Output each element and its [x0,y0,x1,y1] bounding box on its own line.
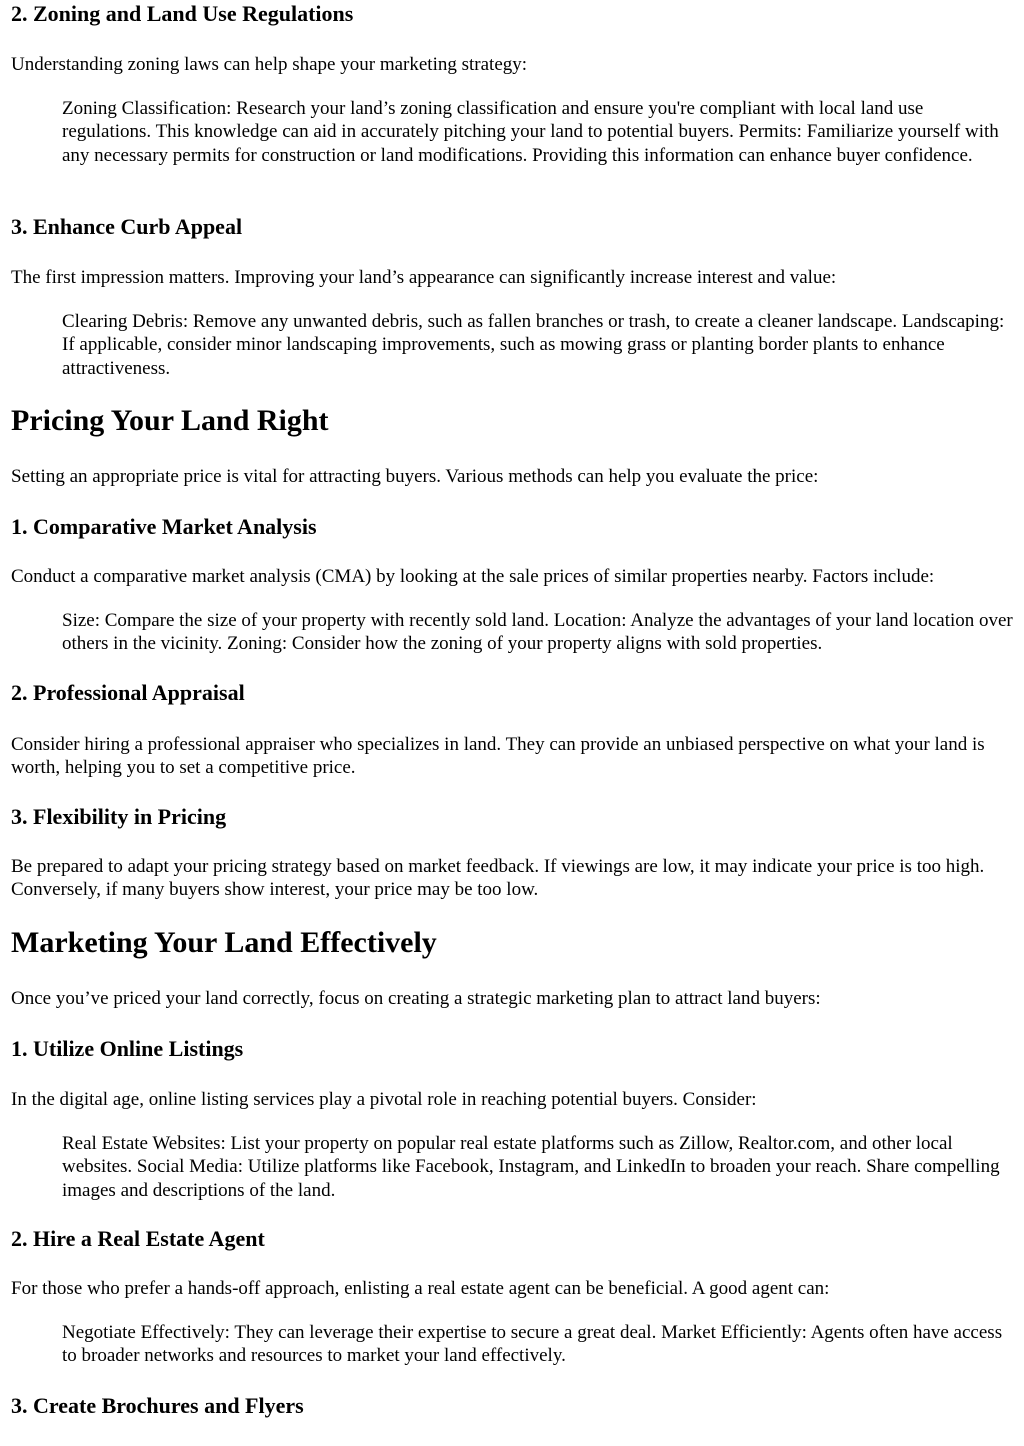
paragraph-zoning-intro: Understanding zoning laws can help shape your marketing strategy: [11,54,528,75]
heading-brochures: 3. Create Brochures and Flyers [11,1393,304,1418]
heading-marketing: Marketing Your Land Effectively [11,926,437,959]
blockquote-zoning-details: Zoning Classification: Research your land’s zoning classification and ensure you're compliant with local land use regulations. This knowledge can aid in accurately pitching your land to potential buyers. Permits: Familiarize yourself with any necessary permits for construction or land modifications. Providing this information can enhance buyer confidence. [62,98,999,166]
heading-pricing: Pricing Your Land Right [11,404,329,437]
paragraph-cma-intro: Conduct a comparative market analysis (CMA) by looking at the sale prices of similar properties nearby. Factors include: [11,566,935,587]
heading-zoning: 2. Zoning and Land Use Regulations [11,1,354,26]
blockquote-online-listings: Real Estate Websites: List your property on popular real estate platforms such as Zillow, Realtor.com, and other local websites. Social Media: Utilize platforms like Facebook, Instagram, and LinkedIn to broaden your reach. Share compelling images and descriptions of the land. [62,1133,1000,1201]
heading-agent: 2. Hire a Real Estate Agent [11,1226,265,1251]
paragraph-agent-intro: For those who prefer a hands-off approach, enlisting a real estate agent can be beneficial. A good agent can: [11,1278,830,1299]
paragraph-marketing-intro: Once you’ve priced your land correctly, focus on creating a strategic marketing plan to attract land buyers: [11,988,821,1009]
paragraph-pricing-intro: Setting an appropriate price is vital for attracting buyers. Various methods can help you evaluate the price: [11,466,819,487]
blockquote-agent-benefits: Negotiate Effectively: They can leverage their expertise to secure a great deal. Market Efficiently: Agents often have access to broader networks and resources to market your land effectively. [62,1322,1003,1367]
paragraph-flexibility: Be prepared to adapt your pricing strategy based on market feedback. If viewings are low, it may indicate your price is too high. Conversely, if many buyers show interest, your price may be too low. [11,856,985,900]
blockquote-curb-appeal-details: Clearing Debris: Remove any unwanted debris, such as fallen branches or trash, to create a cleaner landscape. Landscaping: If applicable, consider minor landscaping improvements, such as mowing grass or planting border plants to enhance attractiveness. [62,311,1005,379]
heading-online-listings: 1. Utilize Online Listings [11,1036,244,1061]
blockquote-cma-factors: Size: Compare the size of your property with recently sold land. Location: Analyze the advantages of your land location over others in the vicinity. Zoning: Consider how the zoning of your property aligns with sold properties. [62,610,1013,655]
heading-cma: 1. Comparative Market Analysis [11,514,317,539]
paragraph-appraisal: Consider hiring a professional appraiser who specializes in land. They can provide an unbiased perspective on what your land is worth, helping you to set a competitive price. [11,734,985,778]
heading-appraisal: 2. Professional Appraisal [11,680,245,705]
heading-flexibility: 3. Flexibility in Pricing [11,804,227,829]
heading-curb-appeal: 3. Enhance Curb Appeal [11,214,243,239]
paragraph-curb-appeal-intro: The first impression matters. Improving your land’s appearance can significantly increase interest and value: [11,267,837,288]
paragraph-online-listings-intro: In the digital age, online listing services play a pivotal role in reaching potential buyers. Consider: [11,1089,757,1110]
